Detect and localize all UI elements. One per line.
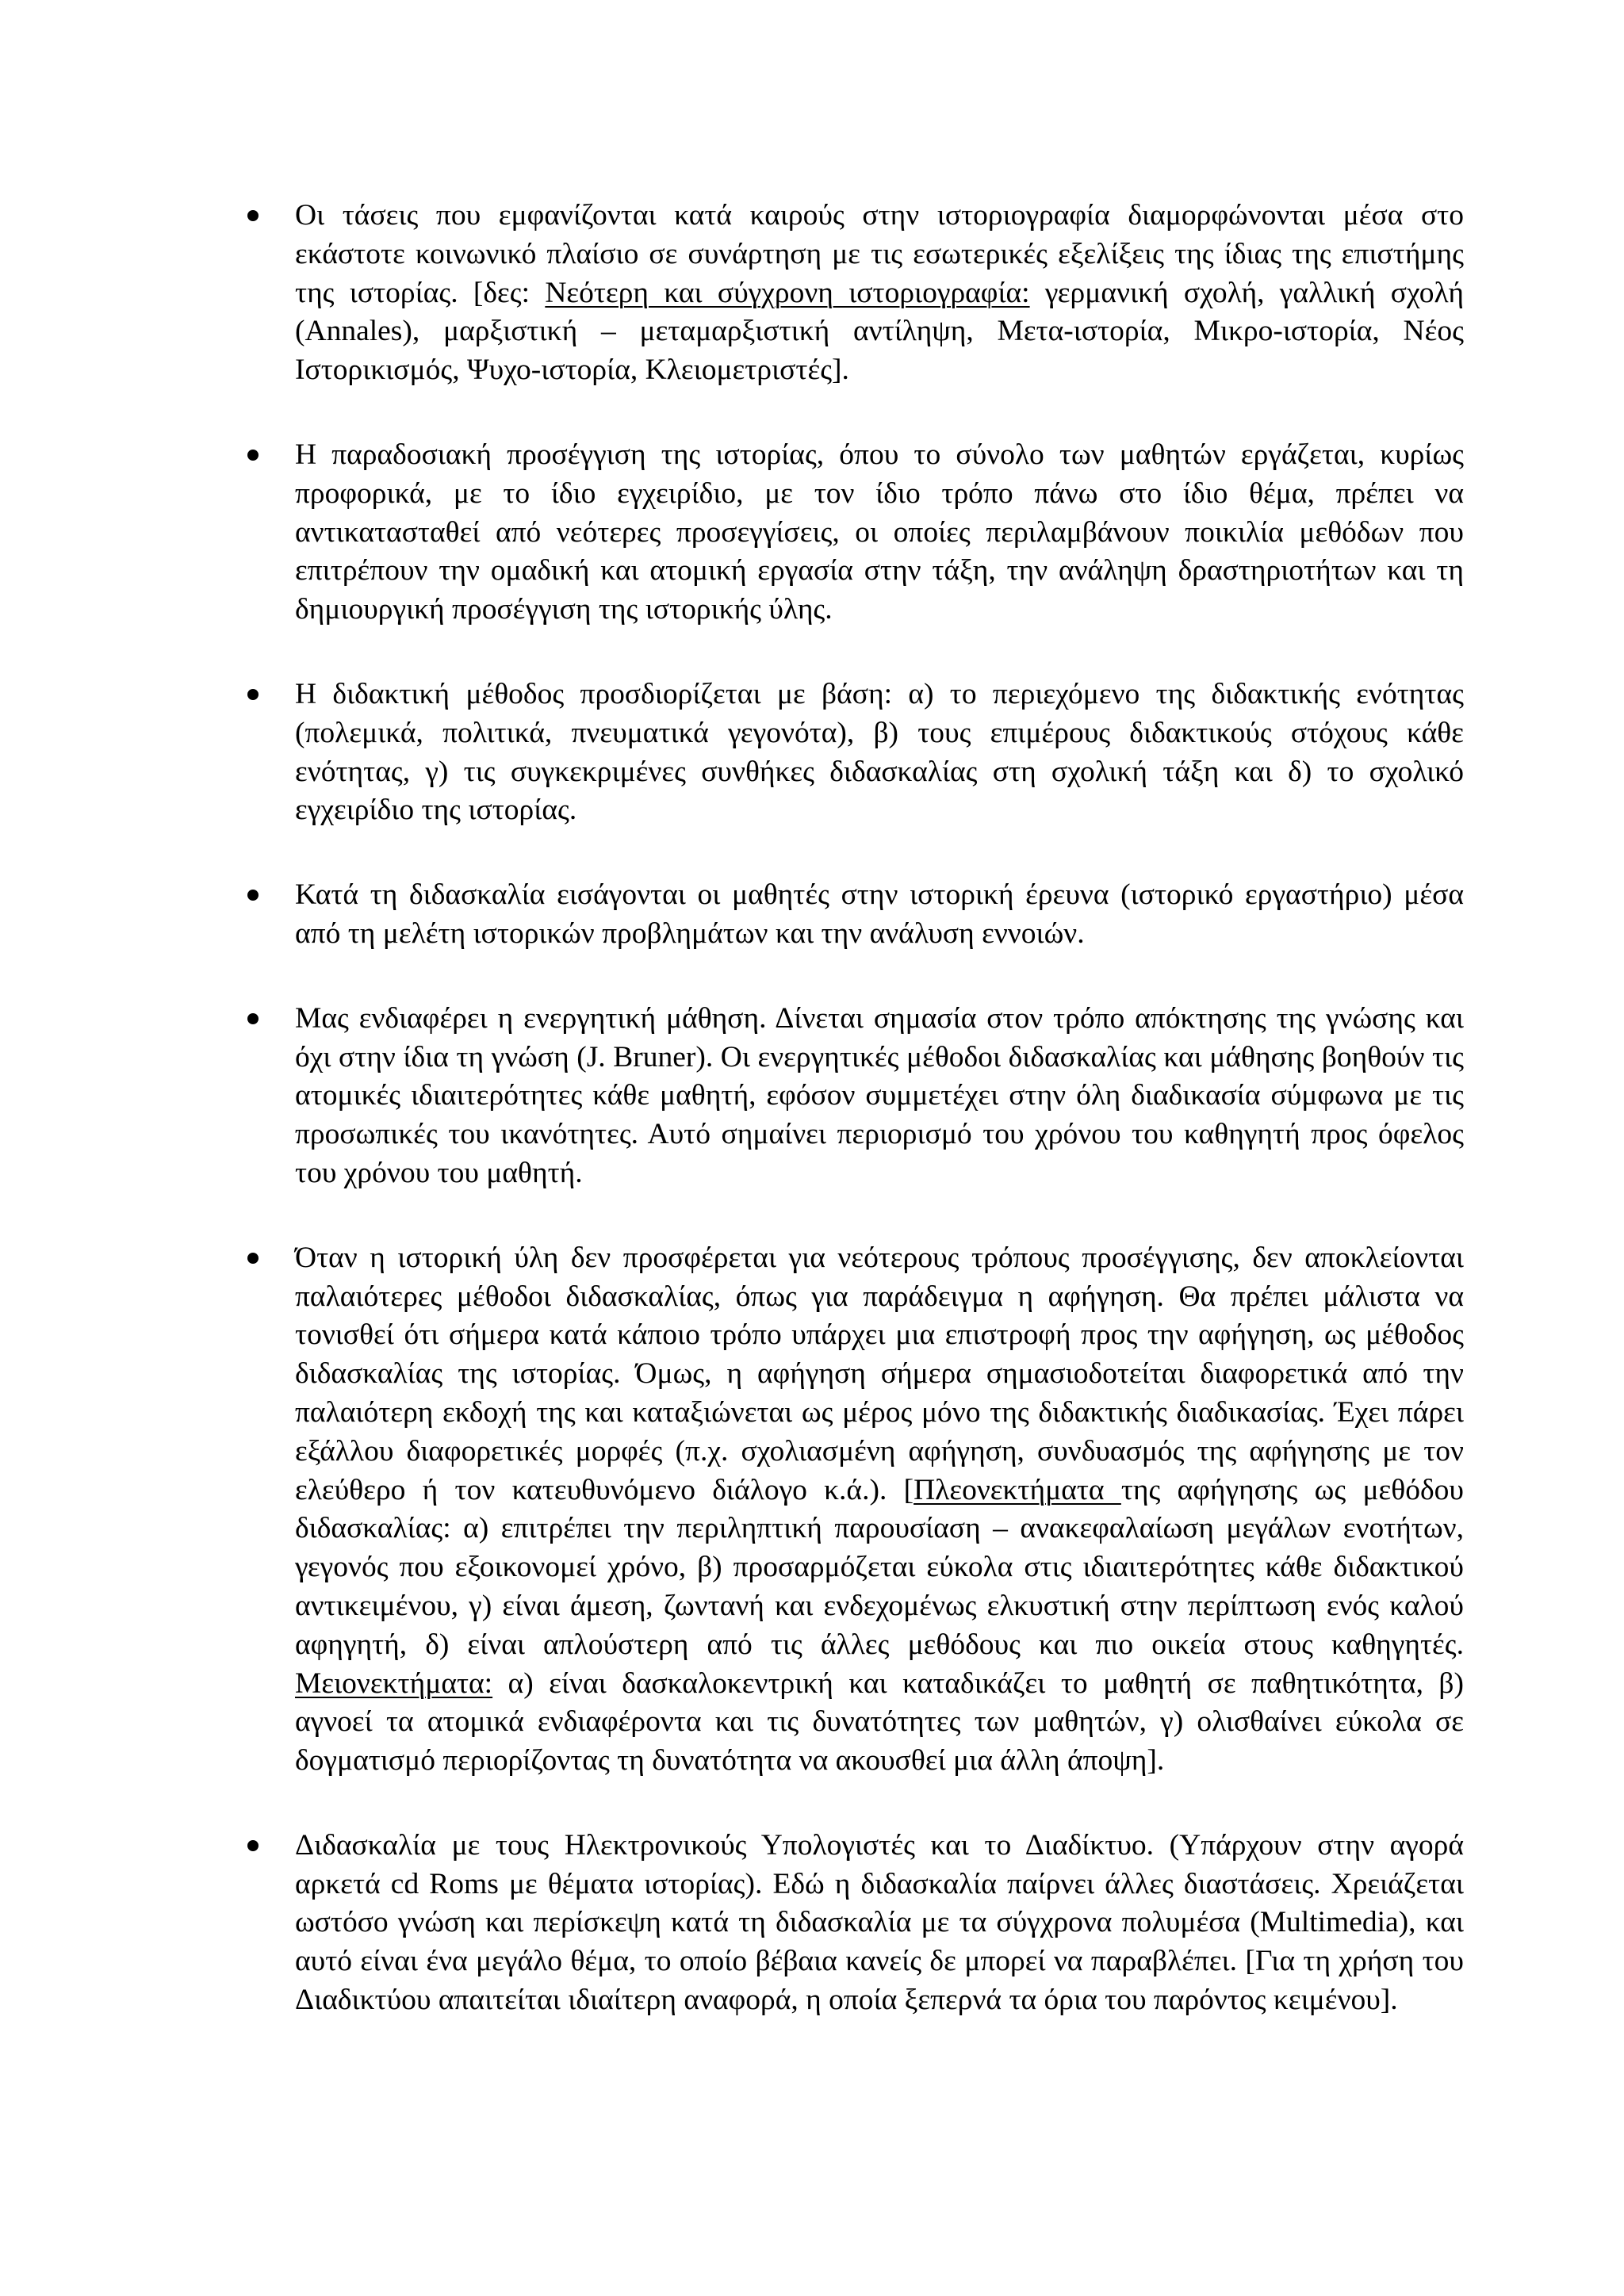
- bullet-icon: [247, 210, 259, 221]
- bullet-icon: [247, 1013, 259, 1024]
- bullet-list: [295, 197, 1464, 2020]
- list-item-traditional-approach: [295, 436, 1464, 629]
- bullet-icon: [247, 1840, 259, 1851]
- item-text: γερμανική σχολή, γαλλική σχολή (Annales), μαρξιστική – μεταμαρξιστική αντίληψη, Μετα-ιστορία, Μικρο-ιστορία, Νέος Ιστορικισμός, Ψυχο-ιστορία, Κλειομετριστές].: [295, 276, 1464, 387]
- item-text: Όταν η ιστορική ύλη δεν προσφέρεται για νεότερους τρόπους προσέγγισης, δεν αποκλείονται παλαιότερες μέθοδοι διδασκαλίας, όπως για παράδειγμα η αφήγηση. Θα πρέπει μάλιστα να τονισθεί ότι σήμερα κατά κάποιο τρόπο υπάρχει μια επιστροφή προς την αφήγηση, ως μέθοδος διδασκαλίας της ιστορίας. Όμως, η αφήγηση σήμερα σημασιοδοτείται διαφορετικά από την παλαιότερη εκδοχή της και καταξιώνεται ως μέρος μόνο της διδακτικής διαδικασίας. Έχει πάρει εξάλλου διαφορετικές μορφές (π.χ. σχολιασμένη αφήγηση, συνδυασμός της αφήγησης με τον ελεύθερο ή τον κατευθυνόμενο διάλογο κ.ά.). [: [295, 1241, 1464, 1506]
- item-text: Διδασκαλία με τους Ηλεκτρονικούς Υπολογιστές και το Διαδίκτυο. (Υπάρχουν στην αγορά αρκετά cd Roms με θέματα ιστορίας). Εδώ η διδασκαλία παίρνει άλλες διαστάσεις. Χρειάζεται ωστόσο γνώση και περίσκεψη κατά τη διδασκαλία με τα σύγχρονα πολυμέσα (Multimedia), και αυτό είναι ένα μεγάλο θέμα, το οποίο βέβαια κανείς δε μπορεί να παραβλέπει. [Για τη χρήση του Διαδικτύου απαιτείται ιδιαίτερη αναφορά, η οποία ξεπερνά τα όρια του παρόντος κειμένου].: [295, 1828, 1464, 2017]
- bullet-icon: [247, 689, 259, 700]
- bullet-icon: [247, 450, 259, 461]
- list-item-historiography-trends: [295, 197, 1464, 390]
- list-item-computers-internet: [295, 1827, 1464, 2020]
- bullet-icon: [247, 890, 259, 901]
- list-item-historical-research: [295, 876, 1464, 954]
- list-item-teaching-method: [295, 675, 1464, 830]
- item-text: Μας ενδιαφέρει η ενεργητική μάθηση. Δίνεται σημασία στον τρόπο απόκτησης της γνώσης και όχι στην ίδια τη γνώση (J. Bruner). Οι ενεργητικές μέθοδοι διδασκαλίας και μάθησης βοηθούν τις ατομικές ιδιαιτερότητες κάθε μαθητή, εφόσον συμμετέχει στην όλη διαδικασία σύμφωνα με τις προσωπικές του ικανότητες. Αυτό σημαίνει περιορισμό του χρόνου του καθηγητή προς όφελος του χρόνου του μαθητή.: [295, 1001, 1464, 1189]
- underlined-term-advantages: Πλεονεκτήματα: [914, 1473, 1121, 1506]
- item-text: Κατά τη διδασκαλία εισάγονται οι μαθητές στην ιστορική έρευνα (ιστορικό εργαστήριο) μέσα από τη μελέτη ιστορικών προβλημάτων και την ανάλυση εννοιών.: [295, 878, 1464, 950]
- item-text: Η διδακτική μέθοδος προσδιορίζεται με βάση: α) το περιεχόμενο της διδακτικής ενότητας (πολεμικά, πολιτικά, πνευματικά γεγονότα), β) τους επιμέρους διδακτικούς στόχους κάθε ενότητας, γ) τις συγκεκριμένες συνθήκες διδασκαλίας στη σχολική τάξη και δ) το σχολικό εγχειρίδιο της ιστορίας.: [295, 677, 1464, 827]
- underlined-term-modern-historiography: Νεότερη και σύγχρονη ιστοριογραφία:: [545, 276, 1030, 309]
- item-text: α) είναι δασκαλοκεντρική και καταδικάζει το μαθητή σε παθητικότητα, β) αγνοεί τα ατομικά ενδιαφέροντα και τις δυνατότητες των μαθητών, γ) ολισθαίνει εύκολα σε δογματισμό περιορίζοντας τη δυνατότητα να ακουσθεί μια άλλη άποψη].: [295, 1667, 1464, 1777]
- list-item-active-learning: [295, 1000, 1464, 1193]
- bullet-icon: [247, 1253, 259, 1264]
- item-text: Οι τάσεις που εμφανίζονται κατά καιρούς στην ιστοριογραφία διαμορφώνονται μέσα στο εκάστοτε κοινωνικό πλαίσιο σε συνάρτηση με τις εσωτερικές εξελίξεις της ίδιας της επιστήμης της ιστορίας. [δες:: [295, 199, 1464, 309]
- underlined-term-disadvantages: Μειονεκτήματα:: [295, 1667, 493, 1700]
- list-item-narration: [295, 1239, 1464, 1781]
- item-text: Η παραδοσιακή προσέγγιση της ιστορίας, όπου το σύνολο των μαθητών εργάζεται, κυρίως προφορικά, με το ίδιο εγχειρίδιο, με τον ίδιο τρόπο πάνω στο ίδιο θέμα, πρέπει να αντικατασταθεί από νεότερες προσεγγίσεις, οι οποίες περιλαμβάνουν ποικιλία μεθόδων που επιτρέπουν την ομαδική και ατομική εργασία στην τάξη, την ανάληψη δραστηριοτήτων και τη δημιουργική προσέγγιση της ιστορικής ύλης.: [295, 438, 1464, 626]
- item-text: της αφήγησης ως μεθόδου διδασκαλίας: α) επιτρέπει την περιληπτική παρουσίαση – ανακεφαλαίωση μεγάλων ενοτήτων, γεγονός που εξοικονομεί χρόνο, β) προσαρμόζεται εύκολα στις ιδιαιτερότητες κάθε διδακτικού αντικειμένου, γ) είναι άμεση, ζωντανή και ενδεχομένως ελκυστική στην περίπτωση ενός καλού αφηγητή, δ) είναι απλούστερη από τις άλλες μεθόδους και πιο οικεία στους καθηγητές.: [295, 1473, 1464, 1661]
